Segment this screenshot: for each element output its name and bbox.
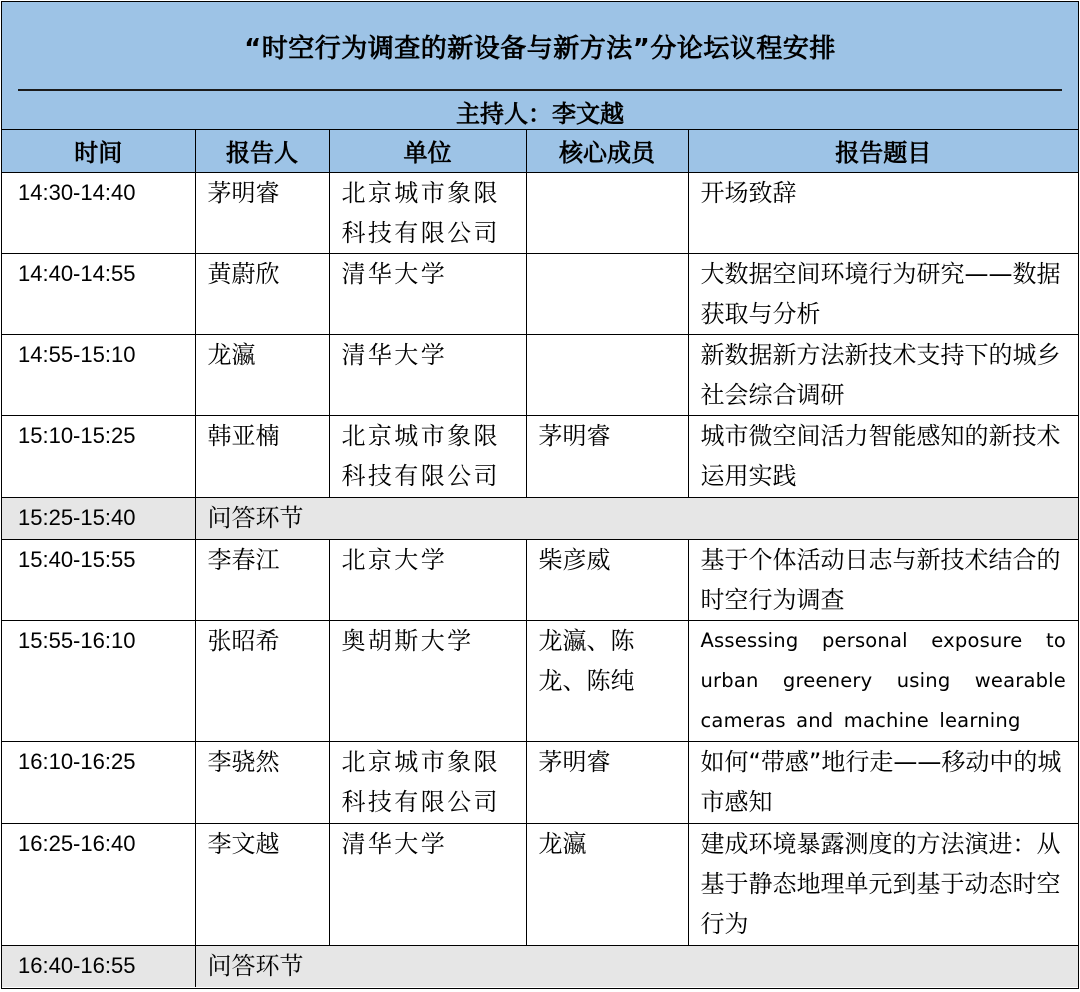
table-row (2, 415, 1078, 497)
row-topic: 大数据空间环境行为研究——数据获取与分析 (688, 253, 1078, 334)
table-row (2, 539, 1078, 620)
row-topic: 新数据新方法新技术支持下的城乡社会综合调研 (688, 334, 1078, 415)
row-speaker: 龙瀛 (195, 334, 329, 415)
row-members (526, 334, 688, 415)
table-row (2, 741, 1078, 823)
table-row (2, 823, 1078, 945)
row-time: 15:25-15:40 (2, 497, 195, 539)
table-row (2, 334, 1078, 415)
row-members: 茅明睿 (526, 741, 688, 823)
header-row (2, 130, 1078, 172)
agenda-table (2, 130, 1078, 987)
row-org: 清华大学 (329, 334, 526, 415)
row-speaker: 李文越 (195, 823, 329, 945)
row-members: 柴彦威 (526, 539, 688, 620)
host-line: 主持人：李文越 (456, 100, 624, 128)
header-speaker: 报告人 (195, 130, 329, 172)
row-members: 龙瀛、陈龙、陈纯 (526, 620, 688, 741)
row-speaker: 李骁然 (195, 741, 329, 823)
qa-row (2, 497, 1078, 539)
row-speaker: 韩亚楠 (195, 415, 329, 497)
row-time: 15:10-15:25 (2, 415, 195, 497)
row-topic: 开场致辞 (688, 172, 1078, 253)
row-time: 16:10-16:25 (2, 741, 195, 823)
table-row (2, 253, 1078, 334)
header-topic: 报告题目 (688, 130, 1078, 172)
row-topic: 建成环境暴露测度的方法演进：从基于静态地理单元到基于动态时空行为 (688, 823, 1078, 945)
row-org: 清华大学 (329, 823, 526, 945)
row-speaker: 李春江 (195, 539, 329, 620)
title-divider (18, 89, 1062, 91)
row-topic: Assessing personal exposure to urban greenery using wearable cameras and machine learning (688, 620, 1078, 741)
row-topic: 如何“带感”地行走——移动中的城市感知 (688, 741, 1078, 823)
row-time: 14:55-15:10 (2, 334, 195, 415)
row-org: 北京城市象限科技有限公司 (329, 741, 526, 823)
header-time: 时间 (2, 130, 195, 172)
row-speaker: 张昭希 (195, 620, 329, 741)
row-time: 15:55-16:10 (2, 620, 195, 741)
qa-label: 问答环节 (195, 497, 1078, 539)
row-time: 14:30-14:40 (2, 172, 195, 253)
qa-label: 问答环节 (195, 945, 1078, 987)
row-time: 14:40-14:55 (2, 253, 195, 334)
agenda-title: “时空行为调查的新设备与新方法”分论坛议程安排 (244, 34, 836, 64)
row-speaker: 黄蔚欣 (195, 253, 329, 334)
row-time: 15:40-15:55 (2, 539, 195, 620)
header-members: 核心成员 (526, 130, 688, 172)
row-time: 16:40-16:55 (2, 945, 195, 987)
row-topic: 城市微空间活力智能感知的新技术运用实践 (688, 415, 1078, 497)
qa-row (2, 945, 1078, 987)
row-members: 龙瀛 (526, 823, 688, 945)
agenda-document (1, 1, 1079, 989)
row-members (526, 253, 688, 334)
table-row (2, 172, 1078, 253)
row-org: 奥胡斯大学 (329, 620, 526, 741)
row-org: 清华大学 (329, 253, 526, 334)
row-org: 北京城市象限科技有限公司 (329, 172, 526, 253)
row-members (526, 172, 688, 253)
row-speaker: 茅明睿 (195, 172, 329, 253)
row-org: 北京大学 (329, 539, 526, 620)
title-band (2, 2, 1078, 130)
row-time: 16:25-16:40 (2, 823, 195, 945)
row-topic: 基于个体活动日志与新技术结合的时空行为调查 (688, 539, 1078, 620)
row-org: 北京城市象限科技有限公司 (329, 415, 526, 497)
table-row (2, 620, 1078, 741)
header-org: 单位 (329, 130, 526, 172)
row-members: 茅明睿 (526, 415, 688, 497)
